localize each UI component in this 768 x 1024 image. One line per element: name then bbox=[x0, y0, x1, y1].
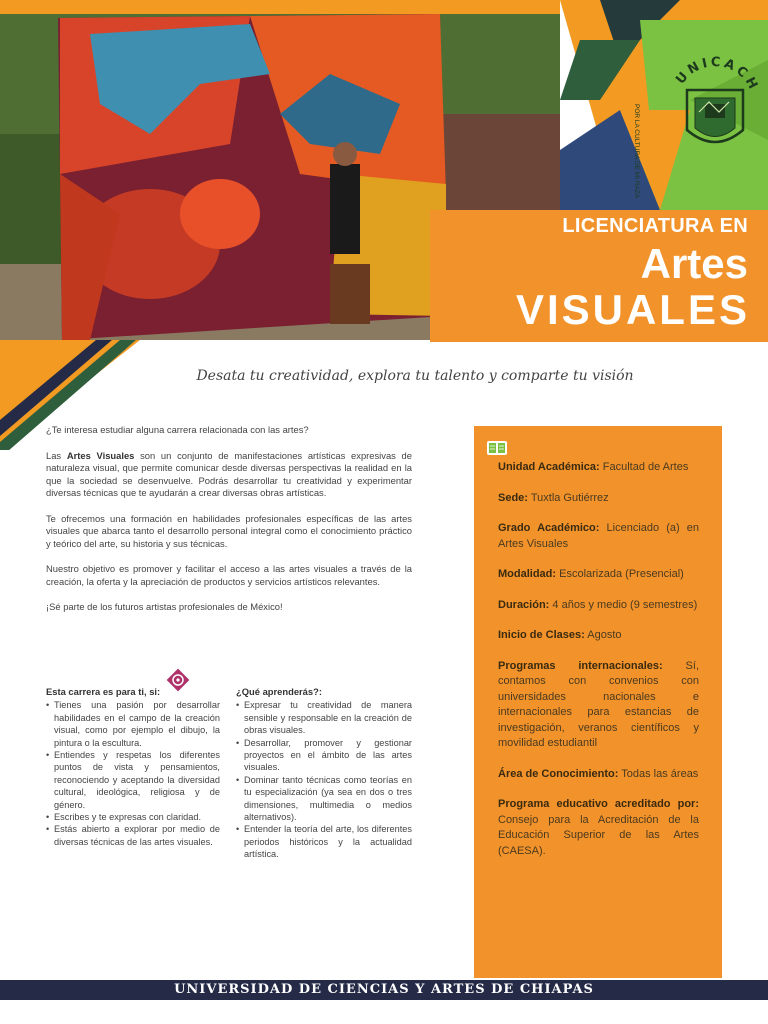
intro-paragraph-3: Nuestro objetivo es promover y facilitar el acceso a las artes visuales a través de la creación, la oferta y la apreciación de productos y servicios artísticos relevantes. bbox=[46, 563, 412, 587]
learn-heading: ¿Qué aprenderás?: bbox=[236, 686, 322, 697]
program-title-line1: Artes bbox=[640, 240, 748, 287]
learn-section bbox=[236, 686, 412, 861]
info-modality: Modalidad: Escolarizada (Presencial) bbox=[498, 568, 684, 580]
learn-item: • Expresar tu creatividad de manera sensible y responsable en la creación de obras visuales. bbox=[244, 699, 412, 736]
info-accreditation: Programa educativo acreditado por: Consejo para la Acreditación de la Educación Superior de las Artes (CAESA). bbox=[498, 798, 699, 857]
unicach-logo bbox=[665, 50, 765, 160]
info-international: Programas internacionales: Sí, contamos con convenios con universidades nacionales e internacionales para estancias de investigación, veranos científicos y movilidad estudiantil bbox=[498, 659, 699, 749]
university-footer: UNIVERSIDAD DE CIENCIAS Y ARTES DE CHIAPAS bbox=[0, 980, 768, 1000]
info-knowledge-area: Área de Conocimiento: Todas las áreas bbox=[498, 767, 699, 780]
intro-question: ¿Te interesa estudiar alguna carrera relacionada con las artes? bbox=[46, 424, 309, 435]
info-campus: Sede: Tuxtla Gutiérrez bbox=[498, 491, 609, 504]
logo-motto: POR LA CULTURA DE MI RAZA bbox=[633, 104, 640, 199]
tagline: Desata tu creatividad, explora tu talento y comparte tu visión bbox=[196, 368, 634, 384]
profile-item: • Estás abierto a explorar por medio de diversas técnicas de las artes visuales. bbox=[54, 823, 220, 848]
info-academic-unit: Unidad Académica: Facultad de Artes bbox=[498, 461, 689, 473]
intro-section bbox=[46, 424, 412, 627]
profile-item: • Escribes y te expresas con claridad. bbox=[54, 811, 220, 823]
profile-section bbox=[46, 686, 220, 848]
info-duration: Duración: 4 años y medio (9 semestres) bbox=[498, 598, 698, 611]
book-icon bbox=[486, 440, 508, 456]
program-title-line2: VISUALES bbox=[515, 286, 750, 333]
info-start: Inicio de Clases: Agosto bbox=[498, 629, 622, 641]
intro-paragraph-1: Las Artes Visuales son un conjunto de manifestaciones artísticas expresivas de naturaleza visual, que permite comunicar desde diversas perspectivas la realidad en la que la sociedad se desenvuelve. Podrás desarrollar tu creatividad y experimentar diversas técnicas que te ayudarán a crear diversas obras artísticas. bbox=[46, 449, 412, 498]
learn-item: • Desarrollar, promover y gestionar proyectos en el ámbito de las artes visuales. bbox=[244, 737, 412, 774]
intro-paragraph-4: ¡Sé parte de los futuros artistas profesionales de México! bbox=[46, 601, 283, 612]
profile-heading: Esta carrera es para ti, si: bbox=[46, 686, 161, 697]
learn-item: • Dominar tanto técnicas como teorías en tu especialización (ya sea en dos o tres dimensiones, multimedia o medios alternativos). bbox=[244, 774, 412, 824]
logo-text: UNICACH bbox=[673, 54, 762, 95]
info-degree: Grado Académico: Licenciado (a) en Artes Visuales bbox=[498, 522, 699, 550]
profile-item: • Tienes una pasión por desarrollar habilidades en el campo de la creación visual, como por ejemplo el dibujo, la pintura o la escultura. bbox=[54, 699, 220, 749]
learn-item: • Entender la teoría del arte, los diferentes periodos históricos y la actualidad artística. bbox=[244, 823, 412, 860]
svg-text:UNICACH bbox=[673, 55, 761, 94]
intro-paragraph-2: Te ofrecemos una formación en habilidades profesionales específicas de las artes visuales que abarca tanto el desarrollo personal integral como el conocimiento práctico y teórico del arte, su historia y sus técnicas. bbox=[46, 512, 412, 549]
program-subtitle: LICENCIATURA EN bbox=[562, 215, 748, 237]
program-info-panel bbox=[474, 426, 722, 978]
profile-item: • Entiendes y respetas los diferentes puntos de vista y pensamientos, reconociendo y aceptando la diversidad cultural, ideológica, religiosa y de género. bbox=[54, 749, 220, 811]
